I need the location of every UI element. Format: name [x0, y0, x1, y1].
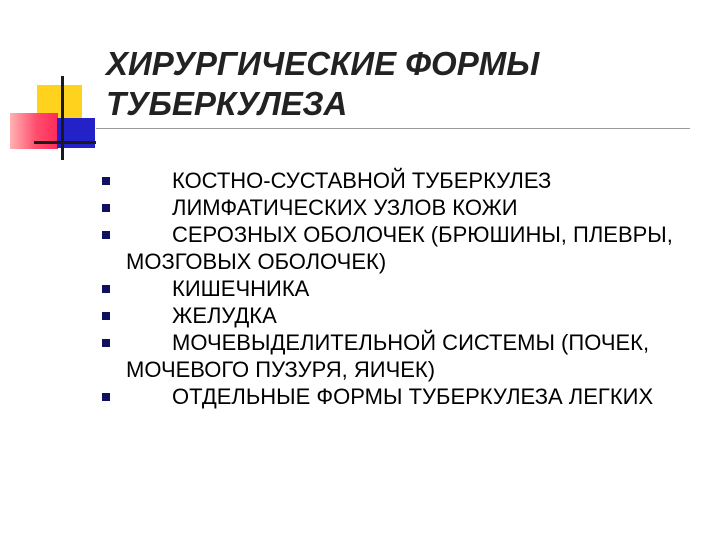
square-bullet-icon: [102, 231, 110, 239]
list-item: [102, 302, 692, 329]
list-item-text: СЕРОЗНЫХ ОБОЛОЧЕК (БРЮШИНЫ, ПЛЕВРЫ, МОЗГОВЫХ ОБОЛОЧЕК): [126, 222, 673, 274]
list-item: [102, 275, 692, 302]
list-item: [102, 167, 692, 194]
list-item-text: ОТДЕЛЬНЫЕ ФОРМЫ ТУБЕРКУЛЕЗА ЛЕГКИХ: [172, 384, 654, 409]
list-item-text: ЖЕЛУДКА: [172, 303, 277, 328]
list-item-text: ЛИМФАТИЧЕСКИХ УЗЛОВ КОЖИ: [172, 195, 518, 220]
list-item: [102, 194, 692, 221]
title-divider: [96, 128, 690, 129]
ornament-vertical-line: [61, 76, 64, 160]
list-item-text: КИШЕЧНИКА: [172, 276, 310, 301]
square-bullet-icon: [102, 177, 110, 185]
slide-title: [106, 44, 666, 124]
square-bullet-icon: [102, 204, 110, 212]
bullet-list: [102, 167, 692, 410]
ornament-horizontal-line: [34, 141, 96, 144]
square-bullet-icon: [102, 285, 110, 293]
slide-title-line-1: ХИРУРГИЧЕСКИЕ ФОРМЫ: [106, 45, 540, 82]
list-item-text: КОСТНО-СУСТАВНОЙ ТУБЕРКУЛЕЗ: [172, 168, 552, 193]
slide-title-line-2: ТУБЕРКУЛЕЗА: [106, 85, 348, 122]
list-item: [102, 221, 692, 275]
list-item: [102, 329, 692, 383]
list-item-text: МОЧЕВЫДЕЛИТЕЛЬНОЙ СИСТЕМЫ (ПОЧЕК, МОЧЕВОГО ПУЗУРЯ, ЯИЧЕК): [126, 330, 650, 382]
square-bullet-icon: [102, 393, 110, 401]
square-bullet-icon: [102, 339, 110, 347]
square-bullet-icon: [102, 312, 110, 320]
list-item: [102, 383, 692, 410]
corner-ornament: [0, 0, 110, 170]
